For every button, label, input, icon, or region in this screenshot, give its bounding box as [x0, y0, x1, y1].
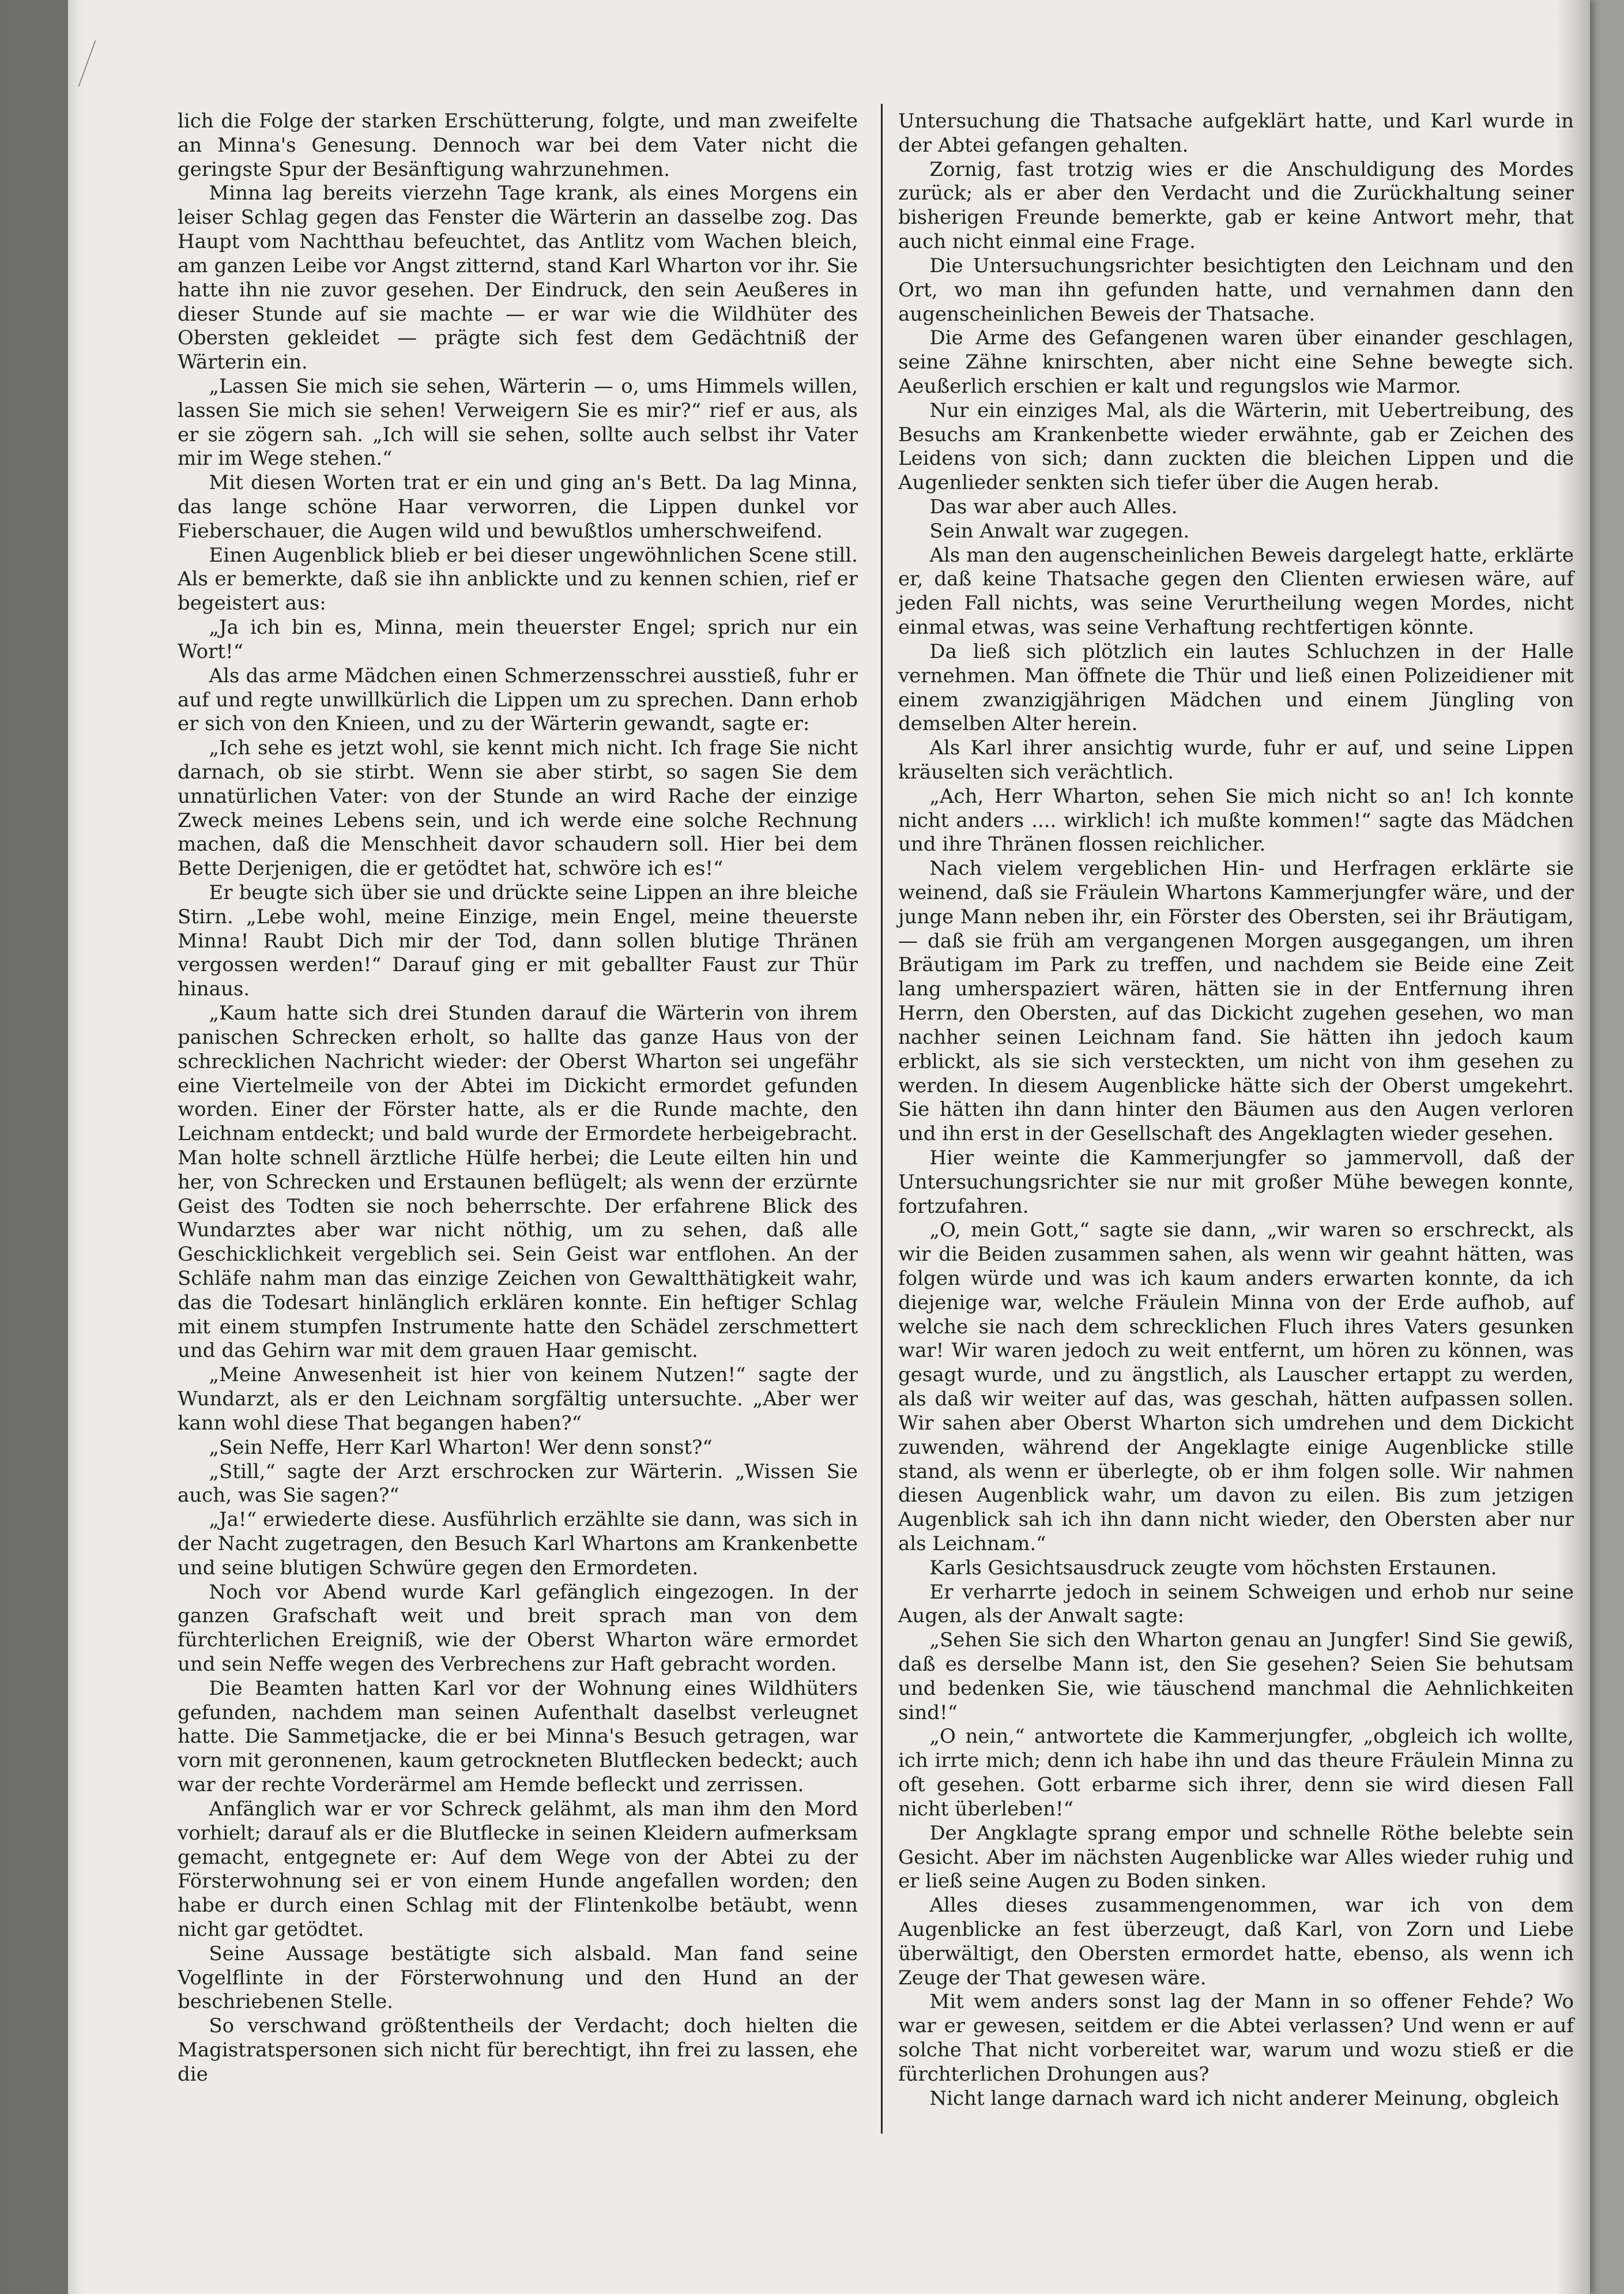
paragraph: Als das arme Mädchen einen Schmerzensschrei ausstieß, fuhr er auf und regte unwillkürlich die Lippen um zu sprechen. Dann erhob er sich von den Knieen, und zu der Wärterin gewandt, sagte er:: [178, 664, 858, 736]
paragraph: Das war aber auch Alles.: [929, 495, 1178, 518]
paragraph: Als Karl ihrer ansichtig wurde, fuhr er auf, und seine Lippen kräuselten sich verächtlich.: [898, 736, 1574, 784]
paragraph: Er beugte sich über sie und drückte seine Lippen an ihre bleiche Stirn. „Lebe wohl, meine Einzige, mein Engel, meine theuerste Minna! Raubt Dich mir der Tod, dann sollen blutige Thränen vergossen werden!“ Darauf ging er mit geballter Faust zur Thür hinaus.: [178, 881, 858, 1001]
paragraph: „O nein,“ antwortete die Kammerjungfer, „obgleich ich wollte, ich irrte mich; denn ich habe ihn und das theure Fräulein Minna zu oft gesehen. Gott erbarme sich ihrer, denn sie wird diesen Fall nicht überleben!“: [898, 1725, 1574, 1821]
paragraph: „O, mein Gott,“ sagte sie dann, „wir waren so erschreckt, als wir die Beiden zusammen sahen, als wenn wir geahnt hätten, was folgen würde und was ich kaum anders erwarten konnte, da ich diejenige war, welche Fräulein Minna von der Erde aufhob, auf welche sie nach dem schrecklichen Fluch ihres Vaters gesunken war! Wir waren jedoch zu weit entfernt, um hören zu können, was gesagt wurde, und zu ängstlich, als Lauscher ertappt zu werden, als daß wir weiter auf das, was geschah, hätten aufpassen sollen. Wir sahen aber Oberst Wharton sich umdrehen und dem Dickicht zuwenden, während der Angeklagte einige Augenblicke stille stand, als wenn er überlegte, ob er ihm folgen solle. Wir nahmen diesen Augenblick wahr, um davon zu eilen. Bis zum jetzigen Augenblick sah ich ihn dann nicht wieder, den Obersten aber nur als Leichnam.“: [898, 1219, 1574, 1555]
paragraph: Hier weinte die Kammerjungfer so jammervoll, daß der Untersuchungsrichter sie nur mit großer Mühe bewegen konnte, fortzufahren.: [898, 1146, 1574, 1218]
page-gutter-shadow: [68, 0, 82, 2294]
paragraph: „Meine Anwesenheit ist hier von keinem Nutzen!“ sagte der Wundarzt, als er den Leichnam sorgfältig untersuchte. „Aber wer kann wohl diese That begangen haben?“: [178, 1363, 858, 1435]
paragraph: Nicht lange darnach ward ich nicht anderer Meinung, obgleich: [929, 2086, 1559, 2110]
paragraph: „Sehen Sie sich den Wharton genau an Jungfer! Sind Sie gewiß, daß es derselbe Mann ist, den Sie gesehen? Seien Sie behutsam und bedenken Sie, wie täuschend manchmal die Aehnlichkeiten sind!“: [898, 1629, 1574, 1724]
paragraph: „Sein Neffe, Herr Karl Wharton! Wer denn sonst?“: [209, 1435, 713, 1459]
paragraph: Da ließ sich plötzlich ein lautes Schluchzen in der Halle vernehmen. Man öffnete die Thür und ließ einen Polizeidiener mit einem zwanzigjährigen Mädchen und einem Jüngling von demselben Alter herein.: [898, 640, 1574, 736]
paragraph: „Ja ich bin es, Minna, mein theuerster Engel; sprich nur ein Wort!“: [178, 616, 858, 663]
paragraph: „Still,“ sagte der Arzt erschrocken zur Wärterin. „Wissen Sie auch, was Sie sagen?“: [178, 1460, 858, 1507]
paragraph: lich die Folge der starken Erschütterung, folgte, und man zweifelte an Minna's Genesung. Dennoch war bei dem Vater nicht die geringste Spur der Besänftigung wahrzunehmen.: [178, 110, 858, 181]
paragraph: Minna lag bereits vierzehn Tage krank, als eines Morgens ein leiser Schlag gegen das Fenster die Wärterin an dasselbe zog. Das Haupt vom Nachtthau befeuchtet, das Antlitz vom Wachen bleich, am ganzen Leibe vor Angst zitternd, stand Karl Wharton vor ihr. Sie hatte ihn nie zuvor gesehen. Der Eindruck, den sein Aeußeres in dieser Stunde auf sie machte — er war wie die Wildhüter des Obersten gekleidet — prägte sich fest dem Gedächtniß der Wärterin ein.: [178, 182, 858, 374]
text-column-left: [178, 110, 858, 2087]
paragraph: Die Arme des Gefangenen waren über einander geschlagen, seine Zähne knirschten, aber nicht eine Sehne bewegte sich. Aeußerlich erschien er kalt und regungslos wie Marmor.: [898, 326, 1574, 398]
paragraph: So verschwand größtentheils der Verdacht; doch hielten die Magistratspersonen sich nicht für berechtigt, ihn frei zu lassen, ehe die: [178, 2014, 858, 2086]
paragraph: Als man den augenscheinlichen Beweis dargelegt hatte, erklärte er, daß keine Thatsache gegen den Clienten erwiesen wäre, auf jeden Fall nichts, was seine Verurtheilung wegen Mordes, nicht einmal etwas, was seine Verhaftung rechtfertigen könnte.: [898, 543, 1574, 640]
paragraph: „Ja!“ erwiederte diese. Ausführlich erzählte sie dann, was sich in der Nacht zugetragen, den Besuch Karl Whartons am Krankenbette und seine blutigen Schwüre gegen den Ermordeten.: [178, 1508, 858, 1580]
paragraph: „Lassen Sie mich sie sehen, Wärterin — o, ums Himmels willen, lassen Sie mich sie sehen! Verweigern Sie es mir?“ rief er aus, als er sie zögern sah. „Ich will sie sehen, sollte auch selbst ihr Vater mir im Wege stehen.“: [178, 374, 858, 471]
paragraph: Mit diesen Worten trat er ein und ging an's Bett. Da lag Minna, das lange schöne Haar verworren, die Lippen dunkel vor Fieberschauer, die Augen wild und bewußtlos umherschweifend.: [178, 471, 858, 543]
paragraph: Die Untersuchungsrichter besichtigten den Leichnam und den Ort, wo man ihn gefunden hatte, und vernahmen dann den augenscheinlichen Beweis der Thatsache.: [898, 254, 1574, 326]
text-column-right: [898, 110, 1574, 2111]
paragraph: „Kaum hatte sich drei Stunden darauf die Wärterin von ihrem panischen Schrecken erholt, so hallte das ganze Haus von der schrecklichen Nachricht wieder: der Oberst Wharton sei ungefähr eine Viertelmeile von der Abtei im Dickicht ermordet gefunden worden. Einer der Förster hatte, als er die Runde machte, den Leichnam entdeckt; und bald wurde der Ermordete herbeigebracht. Man holte schnell ärztliche Hülfe herbei; die Leute eilten hin und her, von Schrecken und Erstaunen beflügelt; als wenn der erzürnte Geist des Todten sie noch beherrschte. Der erfahrene Blick des Wundarztes aber war nicht nöthig, um zu sehen, daß alle Geschicklichkeit vergeblich sei. Sein Geist war entflohen. An der Schläfe nahm man das einzige Zeichen von Gewaltthätigkeit wahr, das die Todesart hinlänglich erklären konnte. Ein heftiger Schlag mit einem stumpfen Instrumente hatte den Schädel zerschmettert und das Gehirn war mit dem grauen Haar gemischt.: [178, 1002, 858, 1363]
paragraph: Seine Aussage bestätigte sich alsbald. Man fand seine Vogelflinte in der Försterwohnung und den Hund an der beschriebenen Stelle.: [178, 1942, 858, 2014]
paragraph: Nach vielem vergeblichen Hin- und Herfragen erklärte sie weinend, daß sie Fräulein Whartons Kammerjungfer wäre, und der junge Mann neben ihr, ein Förster des Obersten, sei ihr Bräutigam, — daß sie früh am vergangenen Morgen ausgegangen, um ihren Bräutigam im Park zu treffen, und nachdem sie Beide eine Zeit lang umherspaziert wären, hätten sie in der Entfernung ihren Herrn, den Obersten, auf das Dickicht zugehen gesehen, wo man nachher seinen Leichnam fand. Sie hätten ihn jedoch kaum erblickt, als sie sich versteckten, um nicht von ihm gesehen zu werden. In diesem Augenblicke hätte sich der Oberst umgekehrt. Sie hätten ihn dann hinter den Bäumen aus den Augen verloren und ihn erst in der Gesellschaft des Angeklagten wieder gesehen.: [898, 857, 1574, 1146]
paragraph: Die Beamten hatten Karl vor der Wohnung eines Wildhüters gefunden, nachdem man seinen Aufenthalt daselbst verleugnet hatte. Die Sammetjacke, die er bei Minna's Besuch getragen, war vorn mit geronnenen, kaum getrockneten Blutflecken bedeckt; auch war der rechte Vorderärmel am Hemde befleckt und zerrissen.: [178, 1676, 858, 1797]
paragraph: Zornig, fast trotzig wies er die Anschuldigung des Mordes zurück; als er aber den Verdacht und die Zurückhaltung seiner bisherigen Freunde bemerkte, gab er keine Antwort mehr, that auch nicht einmal eine Frage.: [898, 157, 1574, 254]
paragraph: Einen Augenblick blieb er bei dieser ungewöhnlichen Scene still. Als er bemerkte, daß sie ihn anblickte und zu kennen schien, rief er begeistert aus:: [178, 543, 858, 615]
paragraph: Der Angklagte sprang empor und schnelle Röthe belebte sein Gesicht. Aber im nächsten Augenblicke war Alles wieder ruhig und er ließ seine Augen zu Boden sinken.: [898, 1821, 1574, 1893]
paragraph: Anfänglich war er vor Schreck gelähmt, als man ihm den Mord vorhielt; darauf als er die Blutflecke in seinen Kleidern aufmerksam gemacht, entgegnete er: Auf dem Wege von der Abtei zu der Försterwohnung sei er von einem Hunde angefallen worden; den habe er durch einen Schlag mit der Flintenkolbe betäubt, wenn nicht gar getödtet.: [178, 1797, 858, 1941]
paragraph: Untersuchung die Thatsache aufgeklärt hatte, und Karl wurde in der Abtei gefangen gehalten.: [898, 110, 1574, 157]
paragraph: Noch vor Abend wurde Karl gefänglich eingezogen. In der ganzen Grafschaft weit und breit sprach man von dem fürchterlichen Ereigniß, wie der Oberst Wharton wäre ermordet und sein Neffe wegen des Verbrechens zur Haft gebracht worden.: [178, 1580, 858, 1676]
paragraph: Nur ein einziges Mal, als die Wärterin, mit Uebertreibung, des Besuchs am Krankenbette wieder erwähnte, gab er Zeichen des Leidens von sich; dann zuckten die bleichen Lippen und die Augenlieder senkten sich tiefer über die Augen herab.: [898, 398, 1574, 495]
column-divider: [881, 104, 883, 2134]
paragraph: Er verharrte jedoch in seinem Schweigen und erhob nur seine Augen, als der Anwalt sagte:: [898, 1580, 1574, 1628]
paragraph: „Ich sehe es jetzt wohl, sie kennt mich nicht. Ich frage Sie nicht darnach, ob sie stirbt. Wenn sie aber stirbt, so sagen Sie dem unnatürlichen Vater: von der Stunde an wird Rache der einzige Zweck meines Lebens sein, und ich werde eine solche Rechnung machen, daß die Menschheit davor schaudern soll. Hier bei dem Bette Derjenigen, die er getödtet hat, schwöre ich es!“: [178, 736, 858, 881]
paragraph: Karls Gesichtsausdruck zeugte vom höchsten Erstaunen.: [929, 1556, 1497, 1580]
paragraph: Sein Anwalt war zugegen.: [929, 519, 1190, 543]
paragraph: Alles dieses zusammengenommen, war ich von dem Augenblicke an fest überzeugt, daß Karl, von Zorn und Liebe überwältigt, den Obersten ermordet hatte, ebenso, als wenn ich Zeuge der That gewesen wäre.: [898, 1894, 1574, 1990]
paragraph: „Ach, Herr Wharton, sehen Sie mich nicht so an! Ich konnte nicht anders .... wirklich! ich mußte kommen!“ sagte das Mädchen und ihre Thränen flossen reichlicher.: [898, 784, 1574, 856]
paragraph: Mit wem anders sonst lag der Mann in so offener Fehde? Wo war er gewesen, seitdem er die Abtei verlassen? Und wenn er auf solche That nicht vorbereitet war, warum und wozu stieß er die fürchterlichen Drohungen aus?: [898, 1990, 1574, 2086]
